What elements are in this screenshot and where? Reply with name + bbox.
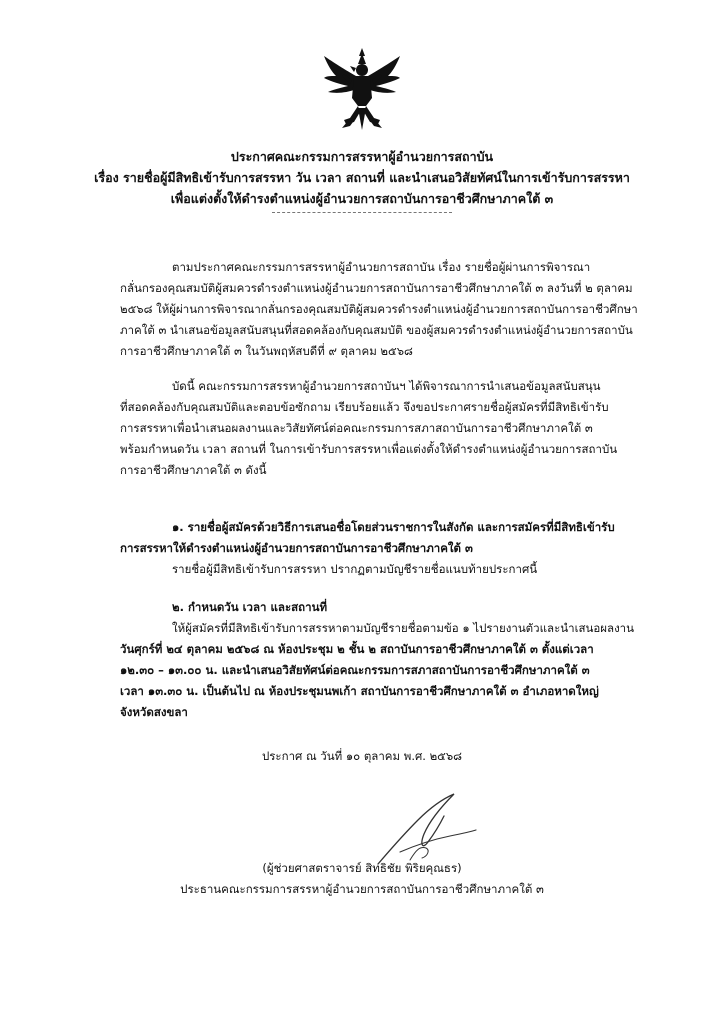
section-2-line: ให้ผู้สมัครที่มีสิทธิเข้ารับการสรรหาตามบัญชีรายชื่อตามข้อ ๑ ไปรายงานตัวและนำเสนอผลงาน bbox=[172, 621, 635, 635]
paragraph-line: ๒๕๖๘ ให้ผู้ผ่านการพิจารณากลั่นกรองคุณสมบัติผู้สมควรดำรงตำแหน่งผู้อำนวยการสถาบันการอาชีวศึกษา bbox=[120, 302, 638, 316]
section-1-heading-cont: การสรรหาให้ดำรงตำแหน่งผู้อำนวยการสถาบันการอาชีวศึกษาภาคใต้ ๓ bbox=[120, 541, 473, 555]
paragraph-line: ตามประกาศคณะกรรมการสรรหาผู้อำนวยการสถาบัน เรื่อง รายชื่อผู้ผ่านการพิจารณา bbox=[172, 260, 591, 274]
paragraph-line: พร้อมกำหนดวัน เวลา สถานที่ ในการเข้ารับการสรรหาเพื่อแต่งตั้งให้ดำรงตำแหน่งผู้อำนวยการสถาบัน bbox=[120, 442, 618, 456]
section-2-line: ๑๒.๓๐ – ๑๓.๐๐ น. และนำเสนอวิสัยทัศน์ต่อคณะกรรมการสภาสถาบันการอาชีวศึกษาภาคใต้ ๓ bbox=[120, 663, 590, 677]
title-separator bbox=[272, 212, 452, 213]
signer-position: ประธานคณะกรรมการสรรหาผู้อำนวยการสถาบันการอาชีวศึกษาภาคใต้ ๓ bbox=[180, 882, 544, 896]
paragraph-line: การอาชีวศึกษาภาคใต้ ๓ ดังนี้ bbox=[120, 463, 267, 477]
announcement-subject-cont: เพื่อแต่งตั้งให้ดำรงตำแหน่งผู้อำนวยการสถาบันการอาชีวศึกษาภาคใต้ ๓ bbox=[170, 191, 554, 206]
announcement-subject: เรื่อง รายชื่อผู้มีสิทธิเข้ารับการสรรหา วัน เวลา สถานที่ และนำเสนอวิสัยทัศน์ในการเข้ารับการสรรหา bbox=[94, 170, 630, 185]
section-2-line: วันศุกร์ที่ ๒๔ ตุลาคม ๒๕๖๘ ณ ห้องประชุม ๒ ชั้น ๒ สถาบันการอาชีวศึกษาภาคใต้ ๓ ตั้งแต่เวลา bbox=[120, 642, 594, 656]
paragraph-line: การอาชีวศึกษาภาคใต้ ๓ ในวันพฤหัสบดีที่ ๙ ตุลาคม ๒๕๖๘ bbox=[120, 344, 413, 358]
paragraph-line: กลั่นกรองคุณสมบัติผู้สมควรดำรงตำแหน่งผู้อำนวยการสถาบันการอาชีวศึกษาภาคใต้ ๓ ลงวันที่ ๒ ตุลาคม bbox=[120, 281, 633, 295]
paragraph-line: ที่สอดคล้องกับคุณสมบัติและตอบข้อซักถาม เรียบร้อยแล้ว จึงขอประกาศรายชื่อผู้สมัครที่มีสิทธิเข้ารับ bbox=[120, 400, 609, 414]
paragraph-1 bbox=[120, 257, 668, 362]
section-1 bbox=[120, 517, 668, 580]
announcement-title: ประกาศคณะกรรมการสรรหาผู้อำนวยการสถาบัน bbox=[230, 149, 494, 164]
section-2-line: จังหวัดสงขลา bbox=[120, 705, 188, 719]
announcement-date: ประกาศ ณ วันที่ ๑๐ ตุลาคม พ.ศ. ๒๕๖๘ bbox=[261, 749, 463, 763]
paragraph-2 bbox=[120, 376, 668, 481]
section-1-text: รายชื่อผู้มีสิทธิเข้ารับการสรรหา ปรากฏตามบัญชีรายชื่อแนบท้ายประกาศนี้ bbox=[172, 562, 538, 576]
section-2-heading: ๒. กำหนดวัน เวลา และสถานที่ bbox=[172, 600, 328, 614]
signer-name: (ผู้ช่วยศาสตราจารย์ สิทธิชัย พิริยคุณธร) bbox=[262, 861, 462, 875]
section-2 bbox=[120, 597, 668, 723]
section-2-line: เวลา ๑๓.๓๐ น. เป็นต้นไป ณ ห้องประชุมนพเก้า สถาบันการอาชีวศึกษาภาคใต้ ๓ อำเภอหาดใหญ่ bbox=[120, 684, 599, 698]
garuda-emblem-icon bbox=[322, 46, 402, 132]
paragraph-line: บัดนี้ คณะกรรมการสรรหาผู้อำนวยการสถาบันฯ ได้พิจารณาการนำเสนอข้อมูลสนับสนุน bbox=[172, 379, 601, 393]
section-1-heading: ๑. รายชื่อผู้สมัครด้วยวิธีการเสนอชื่อโดยส่วนราชการในสังกัด และการสมัครที่มีสิทธิเข้ารับ bbox=[172, 520, 615, 534]
paragraph-line: ภาคใต้ ๓ นำเสนอข้อมูลสนับสนุนที่สอดคล้องกับคุณสมบัติ ของผู้สมควรดำรงตำแหน่งผู้อำนวยการสถาบัน bbox=[120, 323, 633, 337]
paragraph-line: การสรรหาเพื่อนำเสนอผลงานและวิสัยทัศน์ต่อคณะกรรมการสภาสถาบันการอาชีวศึกษาภาคใต้ ๓ bbox=[120, 421, 593, 435]
